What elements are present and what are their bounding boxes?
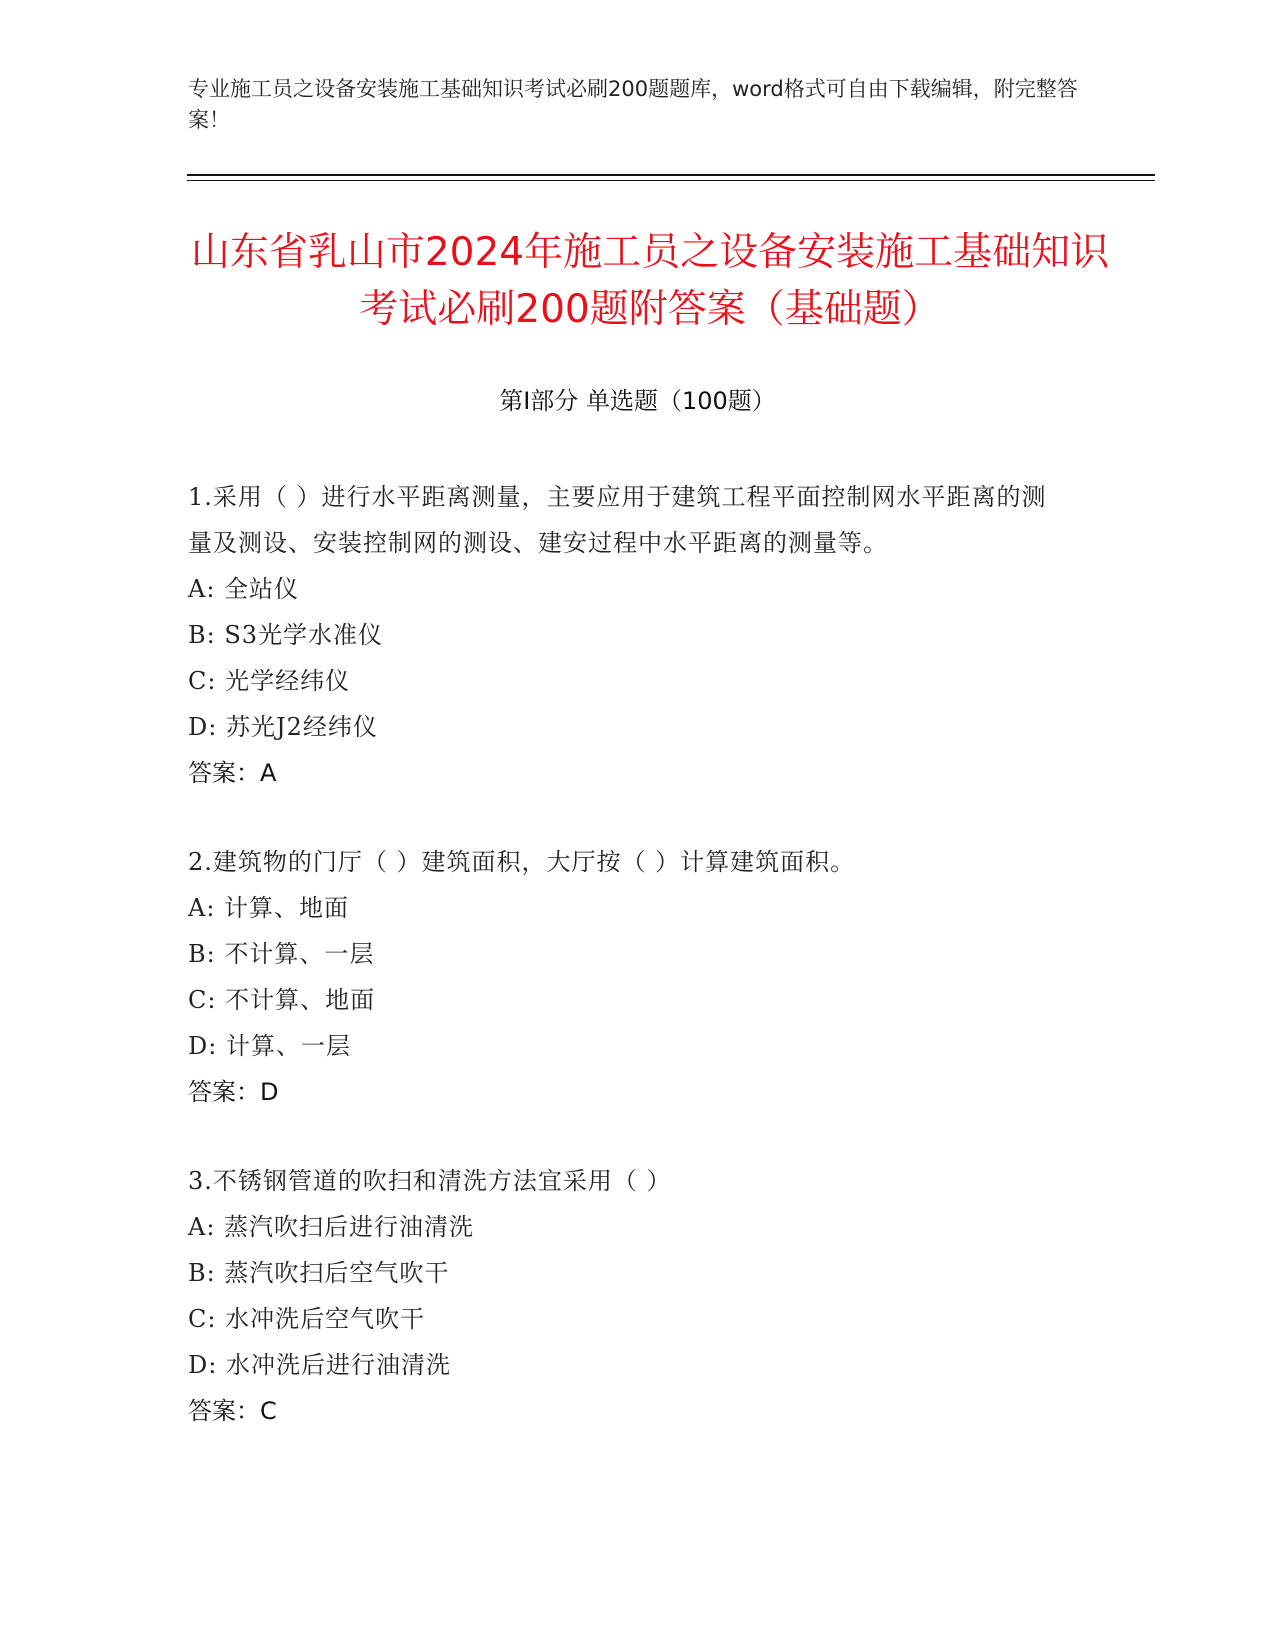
document-title: 山东省乳山市2024年施工员之设备安装施工基础知识考试必刷200题附答案（基础题） bbox=[190, 230, 1110, 332]
question-stem: 3.不锈钢管道的吹扫和清洗方法宜采用（ ） bbox=[188, 1167, 672, 1195]
option-c: C: 水冲洗后空气吹干 bbox=[188, 1305, 426, 1333]
header-note: 专业施工员之设备安装施工基础知识考试必刷200题题库，word格式可自由下载编辑，附完整答案！ bbox=[188, 77, 1078, 132]
answer: 答案：C bbox=[188, 1397, 277, 1425]
question-1 bbox=[188, 474, 1068, 796]
question-list bbox=[188, 474, 1068, 1477]
option-c: C: 光学经纬仪 bbox=[188, 667, 351, 695]
answer: 答案：A bbox=[188, 759, 277, 787]
question-3 bbox=[188, 1158, 1068, 1434]
answer: 答案：D bbox=[188, 1078, 279, 1106]
option-d: D: 计算、一层 bbox=[188, 1032, 351, 1060]
option-a: A: 计算、地面 bbox=[188, 894, 350, 922]
header-divider-thick bbox=[187, 174, 1155, 176]
option-b: B: 不计算、一层 bbox=[188, 940, 375, 968]
option-b: B: 蒸汽吹扫后空气吹干 bbox=[188, 1259, 450, 1287]
option-a: A: 蒸汽吹扫后进行油清洗 bbox=[188, 1213, 475, 1241]
option-d: D: 苏光J2经纬仪 bbox=[188, 713, 378, 741]
option-b: B: S3光学水准仪 bbox=[188, 621, 384, 649]
option-c: C: 不计算、地面 bbox=[188, 986, 376, 1014]
question-stem: 1.采用（ ）进行水平距离测量，主要应用于建筑工程平面控制网水平距离的测量及测设、安装控制网的测设、建安过程中水平距离的测量等。 bbox=[188, 483, 1047, 557]
section-title: 第Ⅰ部分 单选题（100题） bbox=[499, 387, 776, 415]
option-d: D: 水冲洗后进行油清洗 bbox=[188, 1351, 451, 1379]
option-a: A: 全站仪 bbox=[188, 575, 300, 603]
question-2 bbox=[188, 839, 1068, 1115]
question-stem: 2.建筑物的门厅（ ）建筑面积，大厅按（ ）计算建筑面积。 bbox=[188, 848, 856, 876]
header-divider-thin bbox=[187, 180, 1155, 181]
